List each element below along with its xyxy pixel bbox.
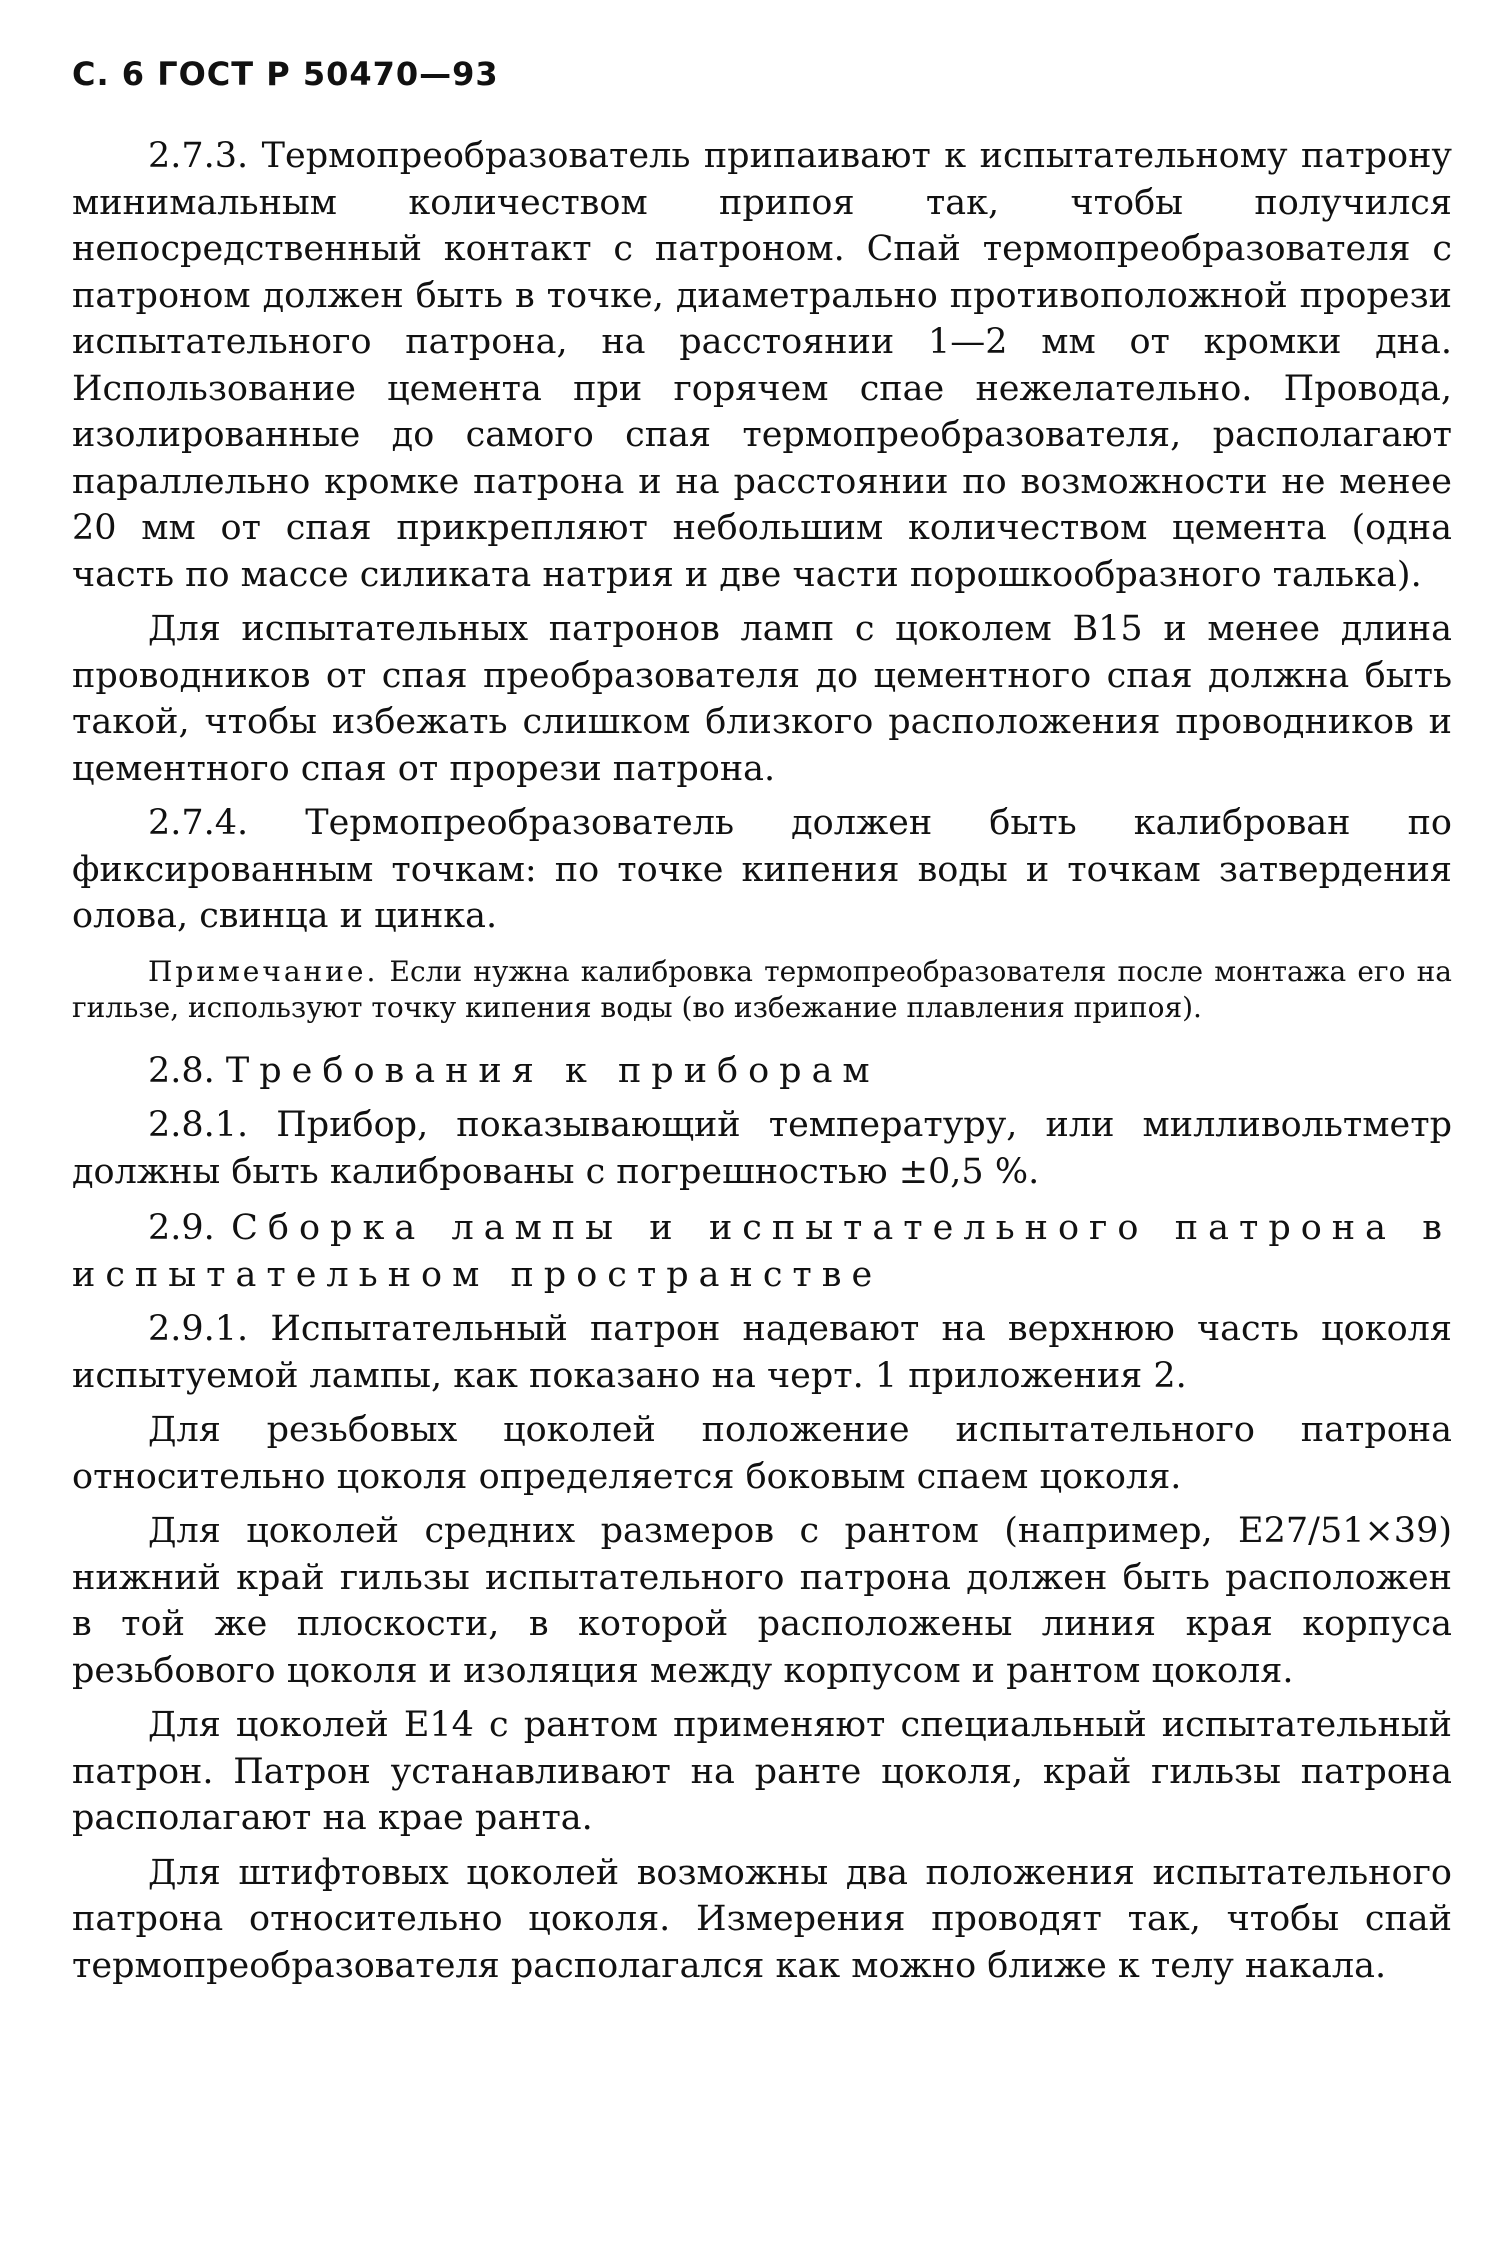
paragraph-b15: Для испытательных патронов ламп с цоколем В15 и менее длина проводников от спая преобразователя до цементного спая должна быть такой, чтобы избежать слишком близкого расположения проводников и цементного спая от прорези патрона. [72,609,1452,789]
section-heading-2-8 [72,1048,1452,1095]
paragraph-medium-caps: Для цоколей средних размеров с рантом (например, Е27/51×39) нижний край гильзы испытательного патрона должен быть расположен в той же плоскости, в которой расположены линия края корпуса резьбового цоколя и изоляция между корпусом и рантом цоколя. [72,1511,1452,1691]
paragraph-2-8-1: 2.8.1. Прибор, показывающий температуру, или милливольтметр должны быть калиброваны с погрешностью ±0,5 %. [72,1105,1452,1192]
note-text: Если нужна калибровка термопреобразователя после монтажа его на гильзе, используют точку кипения воды (во избежание плавления припоя). [72,954,1452,1024]
section-number-2-9: 2.9. [148,1208,232,1248]
paragraph-e14-caps: Для цоколей Е14 с рантом применяют специальный испытательный патрон. Патрон устанавливают на ранте цоколя, край гильзы патрона располагают на крае ранта. [72,1705,1452,1838]
section-title-2-8: Требования к приборам [225,1050,880,1091]
section-title-2-9: Сборка лампы и испытательного патрона в испытательном пространстве [72,1208,1453,1295]
note-label: Примечание. [148,954,379,988]
section-heading-2-9 [72,1205,1452,1298]
paragraph-2-7-3: 2.7.3. Термопреобразователь припаивают к испытательному патрону минимальным количеством припоя так, чтобы получился непосредственный контакт с патроном. Спай термопреобразователя с патроном должен быть в точке, диаметрально противоположной прорези испытательного патрона, на расстоянии 1—2 мм от кромки дна. Использование цемента при горячем спае нежелательно. Провода, изолированные до самого спая термопреобразователя, располагают параллельно кромке патрона и на расстоянии по возможности не менее 20 мм от спая прикрепляют небольшим количеством цемента (одна часть по массе силиката натрия и две части порошкообразного талька). [72,136,1452,595]
section-number-2-8: 2.8. [148,1050,226,1091]
paragraph-threaded-caps: Для резьбовых цоколей положение испытательного патрона относительно цоколя определяется боковым спаем цоколя. [72,1410,1452,1497]
page-header: С. 6 ГОСТ Р 50470—93 [72,55,499,93]
document-page [72,55,1452,1997]
paragraph-2-7-4: 2.7.4. Термопреобразователь должен быть калиброван по фиксированным точкам: по точке кипения воды и точкам затвердения олова, свинца и цинка. [72,803,1452,936]
note [72,954,1452,1026]
paragraph-2-9-1: 2.9.1. Испытательный патрон надевают на верхнюю часть цоколя испытуемой лампы, как показано на черт. 1 приложения 2. [72,1309,1452,1396]
paragraph-pin-caps: Для штифтовых цоколей возможны два положения испытательного патрона относительно цоколя. Измерения проводят так, чтобы спай термопреобразователя располагался как можно ближе к телу накала. [72,1852,1452,1986]
